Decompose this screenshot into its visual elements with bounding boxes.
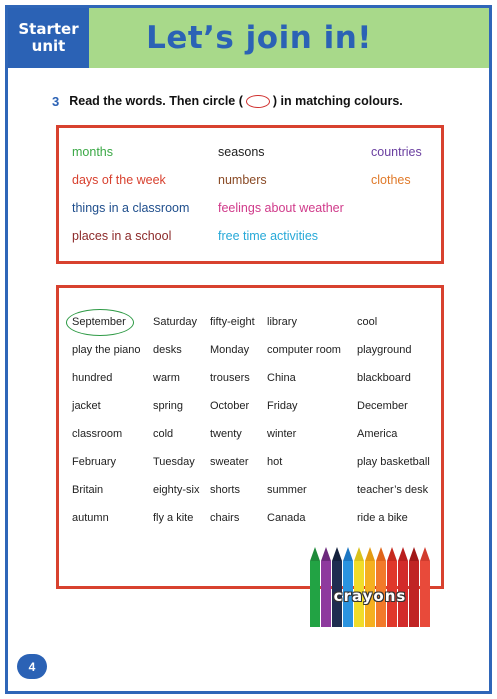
page-number: 4 (17, 654, 47, 679)
word-hundred[interactable]: hundred (72, 372, 113, 384)
word-china[interactable]: China (267, 372, 296, 384)
instruction-text-after: ) in matching colours. (272, 94, 403, 108)
word-fly-a-kite[interactable]: fly a kite (153, 512, 194, 524)
word-playground[interactable]: playground (357, 344, 412, 356)
category-seasons: seasons (218, 145, 265, 159)
unit-line-2: unit (31, 37, 66, 55)
unit-badge (8, 8, 89, 68)
word-play-basketball[interactable]: play basketball (357, 456, 430, 468)
word-september[interactable]: September (72, 316, 126, 328)
word-ride-a-bike[interactable]: ride a bike (357, 512, 408, 524)
crayons-illustration (306, 543, 434, 627)
crayons-icon (306, 543, 434, 627)
category-things-in-a-classroom: things in a classroom (72, 201, 190, 215)
word-computer-room[interactable]: computer room (267, 344, 341, 356)
word-december[interactable]: December (357, 400, 408, 412)
unit-line-1: Starter (18, 20, 79, 38)
exercise-instruction (52, 91, 472, 111)
instruction-text-before: Read the words. Then circle ( (69, 94, 243, 108)
word-spring[interactable]: spring (153, 400, 183, 412)
word-twenty[interactable]: twenty (210, 428, 242, 440)
page-title: Let’s join in! (146, 20, 372, 56)
category-days-of-the-week: days of the week (72, 173, 166, 187)
word-hot[interactable]: hot (267, 456, 283, 468)
word-saturday[interactable]: Saturday (153, 316, 198, 328)
word-friday[interactable]: Friday (267, 400, 298, 412)
word-autumn[interactable]: autumn (72, 512, 109, 524)
category-months: months (72, 145, 113, 159)
crayons-label: crayons (333, 587, 407, 605)
word-trousers[interactable]: trousers (210, 372, 250, 384)
word-summer[interactable]: summer (267, 484, 307, 496)
word-fifty-eight[interactable]: fifty-eight (210, 316, 255, 328)
word-america[interactable]: America (357, 428, 398, 440)
word-october[interactable]: October (210, 400, 250, 412)
red-oval-icon (246, 95, 270, 108)
word-canada[interactable]: Canada (267, 512, 306, 524)
word-sweater[interactable]: sweater (210, 456, 249, 468)
word-play-the-piano[interactable]: play the piano (72, 344, 141, 356)
word-britain[interactable]: Britain (72, 484, 104, 496)
word-cold[interactable]: cold (153, 428, 174, 440)
word-february[interactable]: February (72, 456, 117, 468)
category-clothes: clothes (371, 173, 411, 187)
word-shorts[interactable]: shorts (210, 484, 240, 496)
word-jacket[interactable]: jacket (72, 400, 101, 412)
word-desks[interactable]: desks (153, 344, 182, 356)
page-header (8, 8, 489, 68)
word-classroom[interactable]: classroom (72, 428, 123, 440)
exercise-number: 3 (52, 93, 60, 109)
word-library[interactable]: library (267, 316, 297, 328)
word-warm[interactable]: warm (153, 372, 180, 384)
category-free-time-activities: free time activities (218, 229, 319, 243)
categories-box (56, 125, 444, 264)
word-tuesday[interactable]: Tuesday (153, 456, 195, 468)
word-eighty-six[interactable]: eighty-six (153, 484, 200, 496)
category-places-in-a-school: places in a school (72, 229, 172, 243)
word-cool[interactable]: cool (357, 316, 378, 328)
word-chairs[interactable]: chairs (210, 512, 240, 524)
category-countries: countries (371, 145, 422, 159)
word-blackboard[interactable]: blackboard (357, 372, 411, 384)
category-feelings-about-weather: feelings about weather (218, 201, 344, 215)
word-teachers-desk[interactable]: teacher’s desk (357, 484, 429, 496)
word-winter[interactable]: winter (267, 428, 297, 440)
word-monday[interactable]: Monday (210, 344, 250, 356)
category-numbers: numbers (218, 173, 267, 187)
title-band (89, 8, 489, 68)
